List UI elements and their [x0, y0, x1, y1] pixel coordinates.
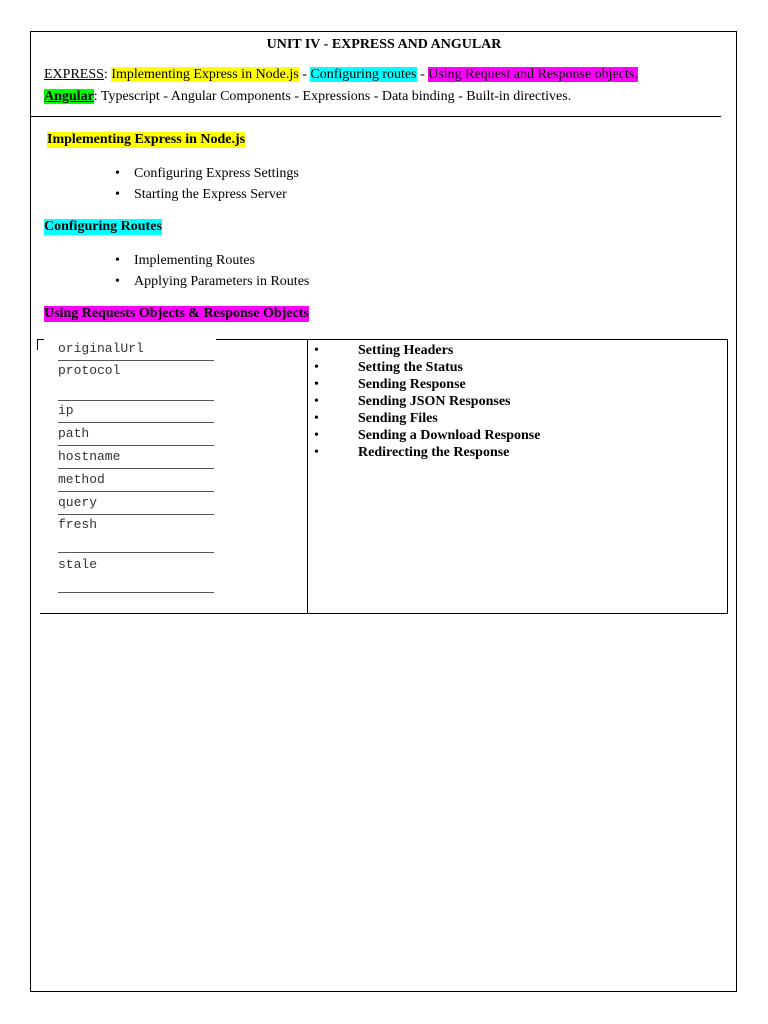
angular-overview-line — [44, 89, 571, 105]
request-property: protocol — [58, 362, 214, 401]
request-property: query — [58, 494, 214, 515]
list-item: • Sending a Download Response — [314, 427, 540, 444]
angular-label: Angular — [44, 89, 94, 104]
list-item: • Setting Headers — [314, 342, 540, 359]
express-topic-3: Using Request and Response objects. — [428, 67, 638, 82]
express-overview-line — [44, 67, 638, 83]
request-property: path — [58, 425, 214, 446]
page-title: UNIT IV - EXPRESS AND ANGULAR — [266, 37, 502, 52]
header-divider — [31, 116, 721, 117]
req-res-heading: Using Requests Objects & Response Objects — [44, 306, 309, 321]
list-item: • Sending Response — [314, 376, 540, 393]
req-res-table — [37, 339, 728, 614]
separator-1: - — [298, 67, 311, 82]
separator-2: - — [416, 67, 429, 82]
list-item: • Configuring Express Settings — [118, 163, 299, 184]
implementing-list — [118, 163, 299, 205]
routes-heading: Configuring Routes — [44, 219, 162, 234]
request-property: fresh — [58, 516, 214, 553]
request-property: stale — [58, 556, 214, 593]
implementing-heading: Implementing Express in Node.js — [47, 132, 246, 147]
list-item: • Sending Files — [314, 410, 540, 427]
list-item: • Starting the Express Server — [118, 184, 299, 205]
list-item: • Redirecting the Response — [314, 444, 540, 461]
express-colon: : — [103, 67, 108, 82]
list-item: • Applying Parameters in Routes — [118, 271, 309, 292]
request-property: originalUrl — [58, 340, 214, 361]
request-properties-column — [38, 340, 308, 613]
list-item: • Implementing Routes — [118, 250, 309, 271]
express-label: EXPRESS — [44, 67, 104, 82]
routes-list — [118, 250, 309, 292]
request-property: ip — [58, 402, 214, 423]
list-item: • Sending JSON Responses — [314, 393, 540, 410]
request-property: method — [58, 471, 214, 492]
list-item: • Setting the Status — [314, 359, 540, 376]
request-property: hostname — [58, 448, 214, 469]
express-topic-1: Implementing Express in Node.js — [111, 67, 299, 82]
angular-topics: : Typescript - Angular Components - Expressions - Data binding - Built-in directives. — [93, 89, 572, 104]
response-methods-list — [314, 342, 540, 461]
express-topic-2: Configuring routes — [310, 67, 417, 82]
